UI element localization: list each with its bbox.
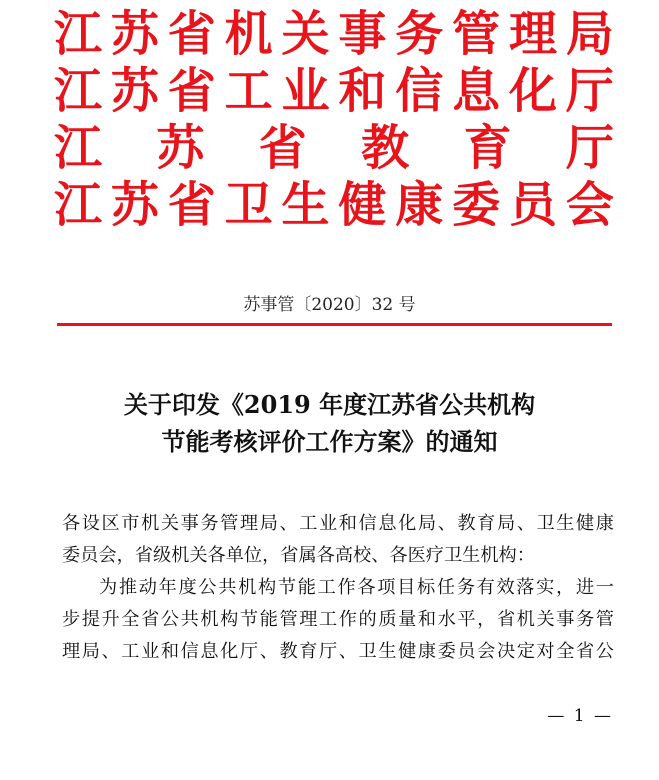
document-number: 苏事管〔2020〕32 号	[243, 295, 416, 315]
body-line-2: 委员会，省级机关各单位，省属各高校、各医疗卫生机构：	[62, 545, 535, 566]
issuer-char: 生	[281, 177, 330, 233]
issuer-char: 息	[452, 63, 501, 119]
issuer-char: 事	[338, 6, 387, 62]
issuer-char: 厅	[565, 63, 614, 119]
issuer-char: 管	[452, 6, 501, 62]
issuer-char: 江	[54, 177, 103, 233]
issuer-header	[54, 6, 614, 234]
issuer-char: 省	[167, 177, 216, 233]
issuer-char: 江	[54, 6, 103, 62]
issuer-line-4	[54, 177, 614, 234]
issuer-char: 业	[281, 63, 330, 119]
issuer-line-2	[54, 63, 614, 120]
issuer-char: 会	[565, 177, 614, 233]
issuer-char: 苏	[110, 63, 159, 119]
body-line-1: 各设区市机关事务管理局、工业和信息化局、教育局、卫生健康	[62, 513, 614, 534]
issuer-char: 苏	[156, 120, 205, 176]
issuer-char: 江	[54, 120, 103, 176]
body-line-3: 为推动年度公共机构节能工作各项目标任务有效落实，进一	[99, 577, 614, 598]
title-line-2: 节能考核评价工作方案》的通知	[161, 427, 498, 456]
issuer-char: 省	[167, 63, 216, 119]
issuer-char: 省	[258, 120, 307, 176]
issuer-char: 省	[167, 6, 216, 62]
issuer-char: 育	[463, 120, 512, 176]
issuer-char: 员	[509, 177, 558, 233]
issuer-char: 苏	[110, 177, 159, 233]
page-number: — 1 —	[547, 706, 613, 726]
issuer-char: 厅	[565, 120, 614, 176]
issuer-char: 信	[395, 63, 444, 119]
issuer-char: 教	[361, 120, 410, 176]
issuer-char: 机	[224, 6, 273, 62]
issuer-char: 务	[395, 6, 444, 62]
issuer-char: 卫	[224, 177, 273, 233]
issuer-char: 苏	[110, 6, 159, 62]
issuer-char: 局	[565, 6, 614, 62]
issuer-char: 工	[224, 63, 273, 119]
title-line-1: 关于印发《2019 年度江苏省公共机构	[123, 390, 536, 419]
issuer-char: 理	[509, 6, 558, 62]
issuer-line-1	[54, 6, 614, 63]
body-line-4: 步提升全省公共机构节能管理工作的质量和水平，省机关事务管	[62, 609, 614, 630]
issuer-char: 江	[54, 63, 103, 119]
issuer-char: 关	[281, 6, 330, 62]
document-title	[0, 386, 659, 460]
issuer-char: 康	[395, 177, 444, 233]
body-text	[62, 508, 614, 668]
issuer-char: 和	[338, 63, 387, 119]
issuer-char: 委	[452, 177, 501, 233]
issuer-char: 健	[338, 177, 387, 233]
issuer-line-3	[54, 120, 614, 177]
red-divider-rule	[57, 323, 612, 326]
issuer-char: 化	[509, 63, 558, 119]
body-line-5: 理局、工业和信息化厅、教育厅、卫生健康委员会决定对全省公	[62, 641, 614, 662]
